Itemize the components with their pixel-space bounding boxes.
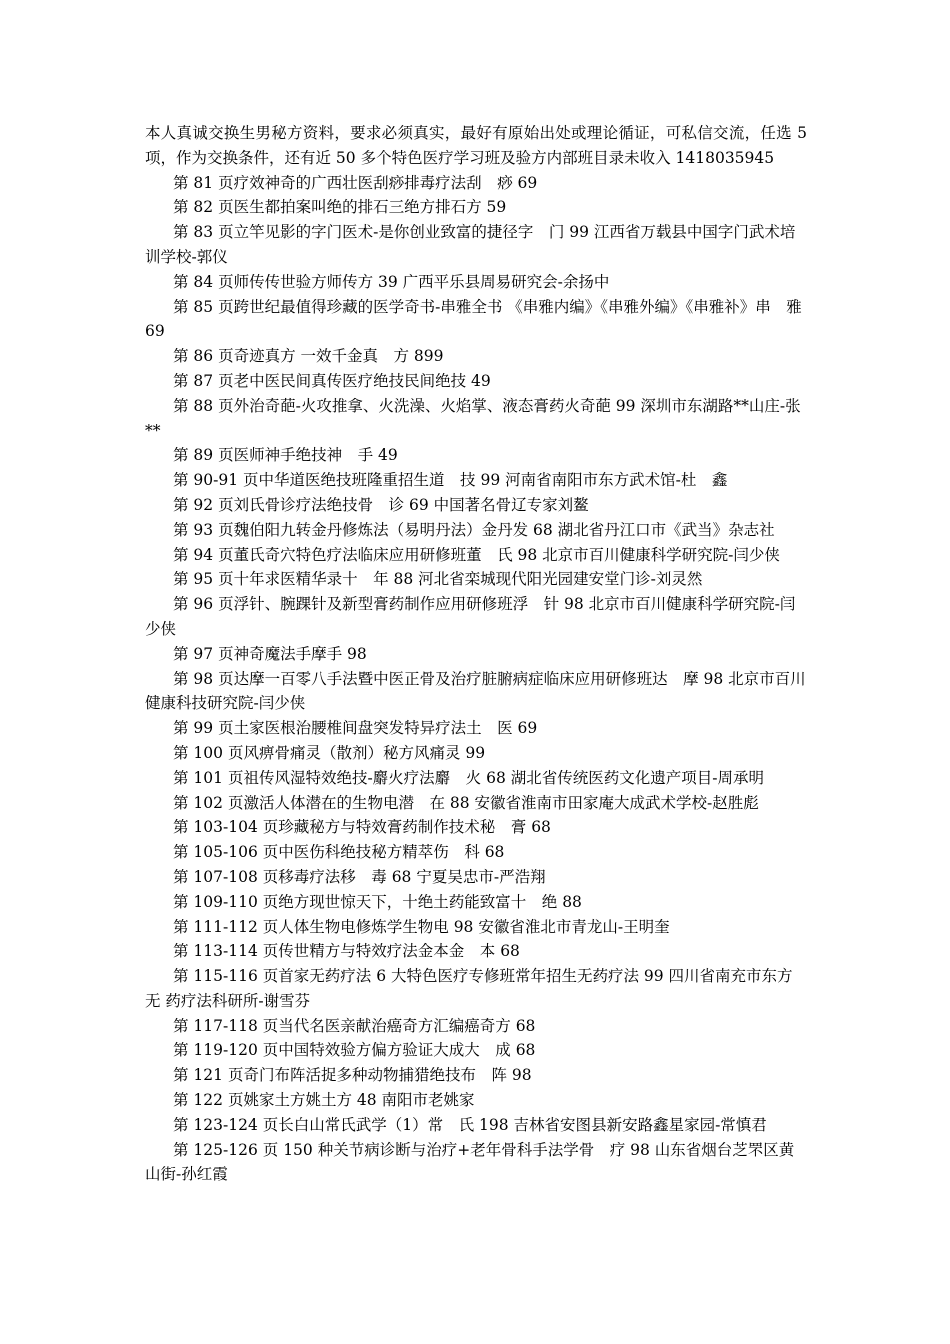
- entry-list: [145, 171, 807, 1188]
- list-item: 第 125-126 页 150 种关节病诊断与治疗+老年骨科手法学骨 疗 98 山东省烟台芝罘区黄山街-孙红霞: [145, 1140, 795, 1184]
- list-item: 第 90-91 页中华道医绝技班隆重招生道 技 99 河南省南阳市东方武术馆-杜 鑫: [173, 471, 728, 490]
- list-item: 第 115-116 页首家无药疗法 6 大特色医疗专修班常年招生无药疗法 99 四川省南充市东方无 药疗法科研所-谢雪芬: [145, 967, 793, 1010]
- list-item: 第 82 页医生都拍案叫绝的排石三绝方排石方 59: [173, 198, 507, 217]
- list-item: 第 96 页浮针、腕踝针及新型膏药制作应用研修班浮 针 98 北京市百川健康科学研究院-闫少侠: [145, 595, 796, 638]
- list-item: 第 89 页医师神手绝技神 手 49: [173, 446, 398, 465]
- list-item: 第 109-110 页绝方现世惊天下，十绝土药能致富十 绝 88: [173, 892, 582, 911]
- list-item: 第 101 页祖传风湿特效绝技-麝火疗法麝 火 68 湖北省传统医药文化遗产项目-周承明: [173, 768, 764, 787]
- list-item: 第 113-114 页传世精方与特效疗法金本金 本 68: [173, 942, 520, 961]
- list-item: 第 94 页董氏奇穴特色疗法临床应用研修班董 氏 98 北京市百川健康科学研究院-闫少侠: [173, 545, 780, 564]
- list-item: 第 85 页跨世纪最值得珍藏的医学奇书-串雅全书 《串雅内编》《串雅外编》《串雅补》串 雅 69: [145, 297, 802, 341]
- list-item: 第 123-124 页长白山常氏武学（1）常 氏 198 吉林省安图县新安路鑫星家园-常慎君: [173, 1115, 767, 1134]
- list-item: 第 81 页疗效神奇的广西壮医刮痧排毒疗法刮 痧 69: [173, 173, 538, 192]
- list-item: 第 100 页风痹骨痛灵（散剂）秘方风痛灵 99: [173, 743, 486, 762]
- list-item: 第 117-118 页当代名医亲献治癌奇方汇编癌奇方 68: [173, 1016, 536, 1035]
- list-item: 第 111-112 页人体生物电修炼学生物电 98 安徽省淮北市青龙山-王明奎: [173, 917, 670, 936]
- list-item: 第 84 页师传传世验方师传方 39 广西平乐县周易研究会-余扬中: [173, 272, 610, 291]
- list-item: 第 83 页立竿见影的字门医术-是你创业致富的捷径字 门 99 江西省万载县中国字门武术培训学校-郭仪: [145, 223, 796, 266]
- list-item: 第 107-108 页移毒疗法移 毒 68 宁夏吴忠市-严浩翔: [173, 867, 546, 886]
- list-item: 第 122 页姚家土方姚土方 48 南阳市老姚家: [173, 1091, 475, 1110]
- list-item: 第 86 页奇迹真方 一效千金真 方 899: [173, 347, 444, 366]
- list-item: 第 105-106 页中医伤科绝技秘方精萃伤 科 68: [173, 843, 505, 862]
- list-item: 第 97 页神奇魔法手摩手 98: [173, 644, 367, 663]
- list-item: 第 92 页刘氏骨诊疗法绝技骨 诊 69 中国著名骨辽专家刘鳌: [173, 495, 589, 514]
- list-item: 第 99 页土家医根治腰椎间盘突发特异疗法土 医 69: [173, 719, 538, 738]
- list-item: 第 103-104 页珍藏秘方与特效膏药制作技术秘 膏 68: [173, 818, 551, 837]
- intro-paragraph: 本人真诚交换生男秘方资料，要求必须真实，最好有原始出处或理论循证，可私信交流，任选 5 项，作为交换条件，还有近 50 多个特色医疗学习班及验方内部班目录未收入 1418035945: [145, 124, 807, 167]
- list-item: 第 121 页奇门布阵活捉多种动物捕猎绝技布 阵 98: [173, 1066, 532, 1085]
- list-item: 第 95 页十年求医精华录十 年 88 河北省栾城现代阳光园建安堂门诊-刘灵然: [173, 570, 703, 589]
- list-item: 第 102 页激活人体潜在的生物电潜 在 88 安徽省淮南市田家庵大成武术学校-赵胜彪: [173, 793, 759, 812]
- list-item: 第 98 页达摩一百零八手法暨中医正骨及治疗脏腑病症临床应用研修班达 摩 98 北京市百川健康科技研究院-闫少侠: [145, 669, 806, 713]
- list-item: 第 87 页老中医民间真传医疗绝技民间绝技 49: [173, 371, 491, 390]
- list-item: 第 119-120 页中国特效验方偏方验证大成大 成 68: [173, 1041, 536, 1060]
- list-item: 第 88 页外治奇葩-火攻推拿、火洗澡、火焰掌、液态膏药火奇葩 99 深圳市东湖路**山庄-张**: [145, 396, 801, 440]
- list-item: 第 93 页魏伯阳九转金丹修炼法（易明丹法）金丹发 68 湖北省丹江口市《武当》杂志社: [173, 520, 775, 539]
- document-page: [145, 121, 807, 1187]
